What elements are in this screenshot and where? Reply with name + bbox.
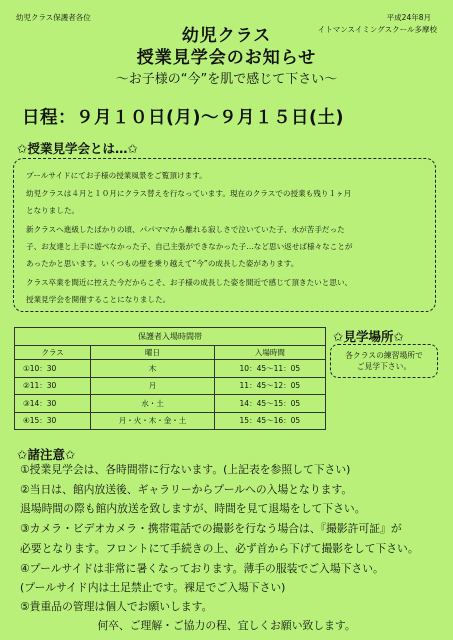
about-line: となりました。 (26, 206, 80, 215)
notes-heading: ✩諸注意✩ (17, 447, 76, 462)
subtitle: ～お子様の“今”を肌で感じて下さい～ (115, 72, 338, 87)
table-cell-time: 11：45～12：05 (214, 377, 325, 395)
table-header-time: 入場時間 (214, 346, 325, 360)
table-cell-day: 水・土 (91, 395, 214, 413)
title-line-2: 授業見学会のお知らせ (136, 48, 317, 68)
table-cell-class: ②11：30 (15, 377, 91, 395)
table-cell-time: 10：45～11：05 (214, 360, 325, 378)
about-line: 子、お友達と上手に遊べなかった子、自己主張ができなかった子…など思い返せば様々なことが (26, 242, 353, 251)
about-line: プールサイドにてお子様の授業風景をご覧頂けます。 (26, 171, 207, 180)
note-line: ①授業見学会は、各時間帯に行ないます。(上記表を参照して下さい) (20, 463, 351, 476)
about-line: 授業見学会を開催することになりました。 (26, 295, 171, 304)
closing-line: 何卒、ご理解・ご協力の程、宜しくお願い致します。 (97, 619, 356, 632)
place-line-2: ご見学下さい。 (356, 362, 412, 371)
table-row (15, 360, 326, 378)
note-line: (プールサイド内は土足禁止です。裸足でご入場下さい) (20, 581, 286, 594)
about-line: 新クラスへ進級したばかりの頃、パパママから離れる寂しさで泣いていた子、水が苦手だった (26, 225, 345, 234)
school-name: イトマンスイミングスクール多摩校 (317, 25, 437, 34)
note-line: 必要となります。フロントにて手続きの上、必ず首から下げて撮影をして下さい。 (20, 542, 419, 555)
about-heading: ✩授業見学会とは…✩ (17, 141, 138, 156)
schedule-dates: 日程：９月１０日(月)～９月１５日(土) (22, 108, 344, 128)
table-cell-day: 月 (91, 377, 214, 395)
table-cell-time: 14：45～15：05 (214, 395, 325, 413)
place-heading: ✩見学場所✩ (333, 329, 404, 344)
title-line-1: 幼児クラス (181, 26, 272, 46)
note-line: 退場時間の際も館内放送を致しますが、時間を見て退場をして下さい。 (20, 502, 366, 515)
note-line: ④プールサイドは非常に暑くなっております。薄手の服装でご入場下さい。 (20, 562, 384, 575)
table-cell-day: 木 (91, 360, 214, 378)
table-header-class: クラス (15, 346, 91, 360)
table-cell-class: ④15：30 (15, 412, 91, 430)
table-cell-day: 月・火・木・金・土 (91, 412, 214, 430)
about-line: あったかと思います。いくつもの壁を乗り越えて“今”の成長した姿があります。 (26, 259, 299, 268)
about-line: クラス卒業を間近に控えた今だからこそ、お子様の成長した姿を間近で感じて頂きたいと思い、 (26, 278, 353, 287)
recipient-note: 幼児クラス保護者各位 (16, 13, 91, 22)
entry-time-table (14, 327, 326, 430)
about-box (13, 158, 436, 312)
table-cell-class: ①10：30 (15, 360, 91, 378)
note-line: ③カメラ・ビデオカメラ・携帯電話での撮影を行なう場合は、『撮影許可証』が (20, 522, 402, 535)
table-row (15, 412, 326, 430)
table-header-day: 曜日 (91, 346, 214, 360)
table-cell-time: 15：45～16：05 (214, 412, 325, 430)
about-line: 幼児クラスは４月と１０月にクラス替えを行なっています。現在のクラスでの授業も残り１ヶ月 (26, 189, 352, 198)
table-caption: 保護者入場時間帯 (15, 328, 326, 346)
table-cell-class: ③14：30 (15, 395, 91, 413)
table-row (15, 377, 326, 395)
note-line: ⑤貴重品の管理は個人でお願いします。 (20, 600, 213, 613)
place-line-1: 各クラスの練習場所で (345, 351, 423, 360)
issue-date: 平成24年8月 (386, 13, 431, 22)
place-box (330, 344, 438, 378)
table-row (15, 395, 326, 413)
note-line: ②当日は、館内放送後、ギャラリーからプールへの入場となります。 (20, 483, 353, 496)
